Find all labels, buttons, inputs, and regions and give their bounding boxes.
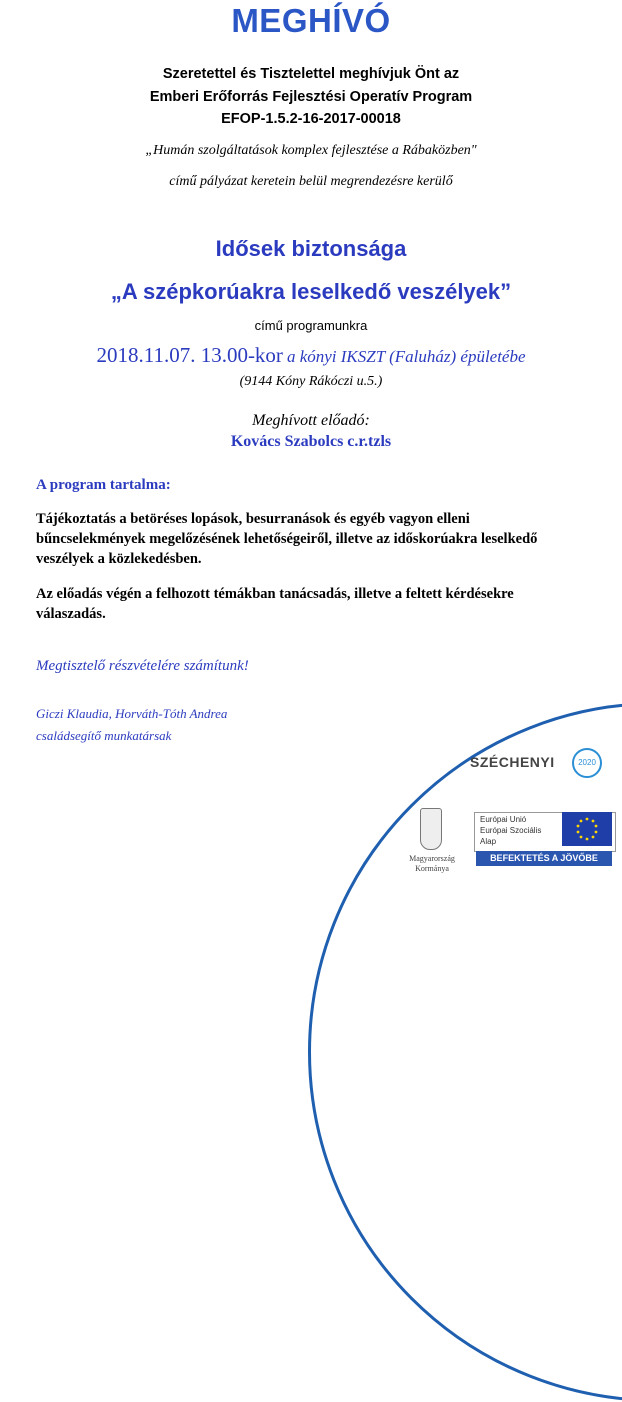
speaker-name: Kovács Szabolcs c.r.tzls [230, 433, 392, 450]
closing-text: Megtisztelő részvételére számítunk! [36, 658, 249, 674]
government-logo-line-1: Magyarország [409, 854, 455, 863]
program-date: 2018.11.07. 13.00-kor [96, 343, 283, 367]
program-title-2: „A szépkorúakra leselkedő veszélyek” [110, 279, 512, 304]
government-logo [392, 854, 472, 874]
eu-flag-icon [562, 812, 612, 846]
program-date-line [0, 343, 622, 368]
decorative-arc [308, 702, 622, 1402]
program-address: (9144 Kóny Rákóczi u.5.) [239, 374, 383, 389]
program-title-1: Idősek biztonsága [215, 236, 407, 261]
page-title: MEGHÍVÓ [231, 2, 391, 39]
government-logo-line-2: Kormánya [415, 864, 449, 873]
project-subtitle: című pályázat keretein belül megrendezésre kerülő [169, 174, 453, 189]
content-paragraph-1: Tájékoztatás a betöréses lopások, besurranások és egyéb vagyon elleni bűncselekmények megelőzésének lehetőségeiről, illetve az időskorúakra leselkedő veszélyek a közlekedésben. [36, 511, 538, 567]
content-paragraph-2: Az előadás végén a felhozott témákban tanácsadás, illetve a feltett kérdésekre válaszadás. [36, 586, 514, 622]
signature-role: családsegítő munkatársak [36, 728, 172, 743]
eu-text-2: Európai Szociális [480, 826, 542, 835]
government-coat-of-arms-icon [420, 808, 442, 850]
content-heading: A program tartalma: [36, 477, 171, 493]
invest-banner: BEFEKTETÉS A JÖVŐBE [476, 851, 612, 866]
project-quote: „Humán szolgáltatások komplex fejlesztése a Rábaközben" [145, 143, 477, 158]
signature-names: Giczi Klaudia, Horváth-Tóth Andrea [36, 706, 228, 721]
header-line-1: Szeretettel és Tisztelettel meghívjuk Önt az [162, 66, 460, 82]
eu-text-3: Alap [480, 837, 497, 846]
szechenyi-logo-text: SZÉCHENYI [470, 754, 555, 770]
program-location: a kónyi IKSZT (Faluház) épületébe [286, 347, 526, 366]
speaker-label: Meghívott előadó: [252, 412, 370, 429]
eu-text-1: Európai Unió [480, 815, 527, 824]
szechenyi-2020-badge: 2020 [572, 748, 602, 778]
eu-logo-text [480, 814, 541, 847]
program-label: című programunkra [254, 318, 368, 333]
header-line-2: Emberi Erőforrás Fejlesztési Operatív Program [149, 89, 473, 105]
project-code: EFOP-1.5.2-16-2017-00018 [221, 111, 401, 127]
